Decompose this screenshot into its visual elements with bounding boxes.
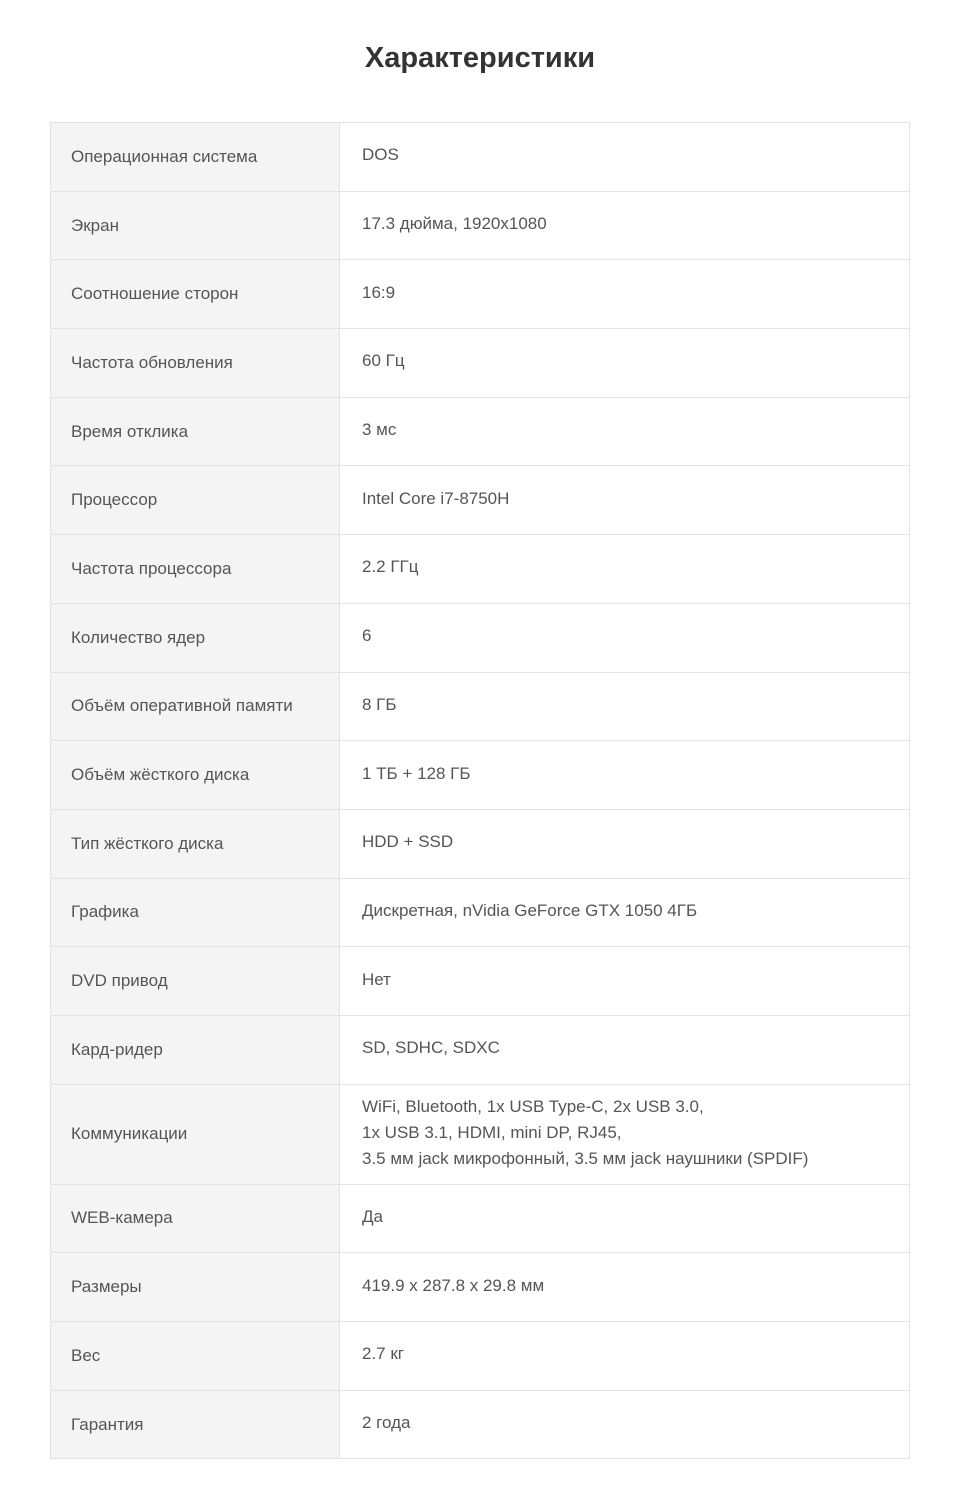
spec-label: WEB-камера xyxy=(51,1184,340,1253)
spec-row xyxy=(51,191,910,260)
spec-value-line: 1 ТБ + 128 ГБ xyxy=(362,763,471,783)
spec-value-line: Да xyxy=(362,1206,383,1226)
spec-row xyxy=(51,1084,910,1184)
spec-row xyxy=(51,260,910,329)
page-title: Характеристики xyxy=(364,42,596,74)
spec-value-line: WiFi, Bluetooth, 1x USB Type-C, 2x USB 3.0, xyxy=(362,1096,704,1116)
spec-value xyxy=(340,1322,910,1391)
spec-row xyxy=(51,947,910,1016)
spec-row xyxy=(51,329,910,398)
spec-value-line: 17.3 дюйма, 1920x1080 xyxy=(362,214,547,234)
spec-value-line: 2.7 кг xyxy=(362,1344,404,1364)
spec-row xyxy=(51,878,910,947)
spec-value xyxy=(340,191,910,260)
spec-value-line: Нет xyxy=(362,969,391,989)
spec-row xyxy=(51,466,910,535)
spec-row xyxy=(51,397,910,466)
spec-label: Частота обновления xyxy=(51,329,340,398)
spec-row xyxy=(51,603,910,672)
spec-label: Соотношение сторон xyxy=(51,260,340,329)
spec-label: Гарантия xyxy=(51,1390,340,1459)
spec-value-line: 16:9 xyxy=(362,282,396,302)
spec-value-line: HDD + SSD xyxy=(362,832,454,852)
spec-value xyxy=(340,947,910,1016)
spec-label: DVD привод xyxy=(51,947,340,1016)
spec-row xyxy=(51,1322,910,1391)
spec-value-line: SD, SDHC, SDXC xyxy=(362,1038,500,1058)
spec-label: Коммуникации xyxy=(51,1084,340,1184)
spec-label: Вес xyxy=(51,1322,340,1391)
spec-label: Объём оперативной памяти xyxy=(51,672,340,741)
spec-value-line: 1x USB 3.1, HDMI, mini DP, RJ45, xyxy=(362,1122,622,1142)
spec-label: Время отклика xyxy=(51,397,340,466)
spec-row xyxy=(51,123,910,192)
spec-value xyxy=(340,123,910,192)
spec-value-line: Intel Core i7-8750H xyxy=(362,488,510,508)
spec-row xyxy=(51,1015,910,1084)
spec-row xyxy=(51,1390,910,1459)
spec-row xyxy=(51,1253,910,1322)
spec-value xyxy=(340,603,910,672)
spec-label: Операционная система xyxy=(51,123,340,192)
spec-value-line: 419.9 x 287.8 x 29.8 мм xyxy=(362,1275,545,1295)
spec-label: Количество ядер xyxy=(51,603,340,672)
spec-value-line: 2 года xyxy=(362,1413,411,1433)
spec-row xyxy=(51,741,910,810)
spec-value xyxy=(340,672,910,741)
spec-label: Объём жёсткого диска xyxy=(51,741,340,810)
spec-value xyxy=(340,535,910,604)
spec-value-line: 6 xyxy=(362,626,372,646)
spec-value xyxy=(340,466,910,535)
spec-value xyxy=(340,1184,910,1253)
spec-value-line: Дискретная, nVidia GeForce GTX 1050 4ГБ xyxy=(362,900,698,920)
spec-value xyxy=(340,1015,910,1084)
spec-value-line: 8 ГБ xyxy=(362,694,397,714)
spec-row xyxy=(51,1184,910,1253)
spec-value-line: 3.5 мм jack микрофонный, 3.5 мм jack наушники (SPDIF) xyxy=(362,1148,809,1168)
spec-label: Размеры xyxy=(51,1253,340,1322)
spec-label: Кард-ридер xyxy=(51,1015,340,1084)
spec-value xyxy=(340,1253,910,1322)
spec-value xyxy=(340,397,910,466)
spec-row xyxy=(51,535,910,604)
spec-label: Процессор xyxy=(51,466,340,535)
spec-value-line: 2.2 ГГц xyxy=(362,557,419,577)
spec-value-line: DOS xyxy=(362,145,399,165)
spec-value xyxy=(340,741,910,810)
spec-value xyxy=(340,809,910,878)
spec-value xyxy=(340,1390,910,1459)
spec-label: Частота процессора xyxy=(51,535,340,604)
spec-value-line: 60 Гц xyxy=(362,351,405,371)
spec-value xyxy=(340,878,910,947)
spec-value xyxy=(340,260,910,329)
spec-value xyxy=(340,1084,910,1184)
spec-row xyxy=(51,809,910,878)
spec-value xyxy=(340,329,910,398)
spec-value-line: 3 мс xyxy=(362,420,397,440)
specs-table xyxy=(50,122,910,1459)
spec-label: Графика xyxy=(51,878,340,947)
spec-label: Экран xyxy=(51,191,340,260)
spec-row xyxy=(51,672,910,741)
spec-label: Тип жёсткого диска xyxy=(51,809,340,878)
